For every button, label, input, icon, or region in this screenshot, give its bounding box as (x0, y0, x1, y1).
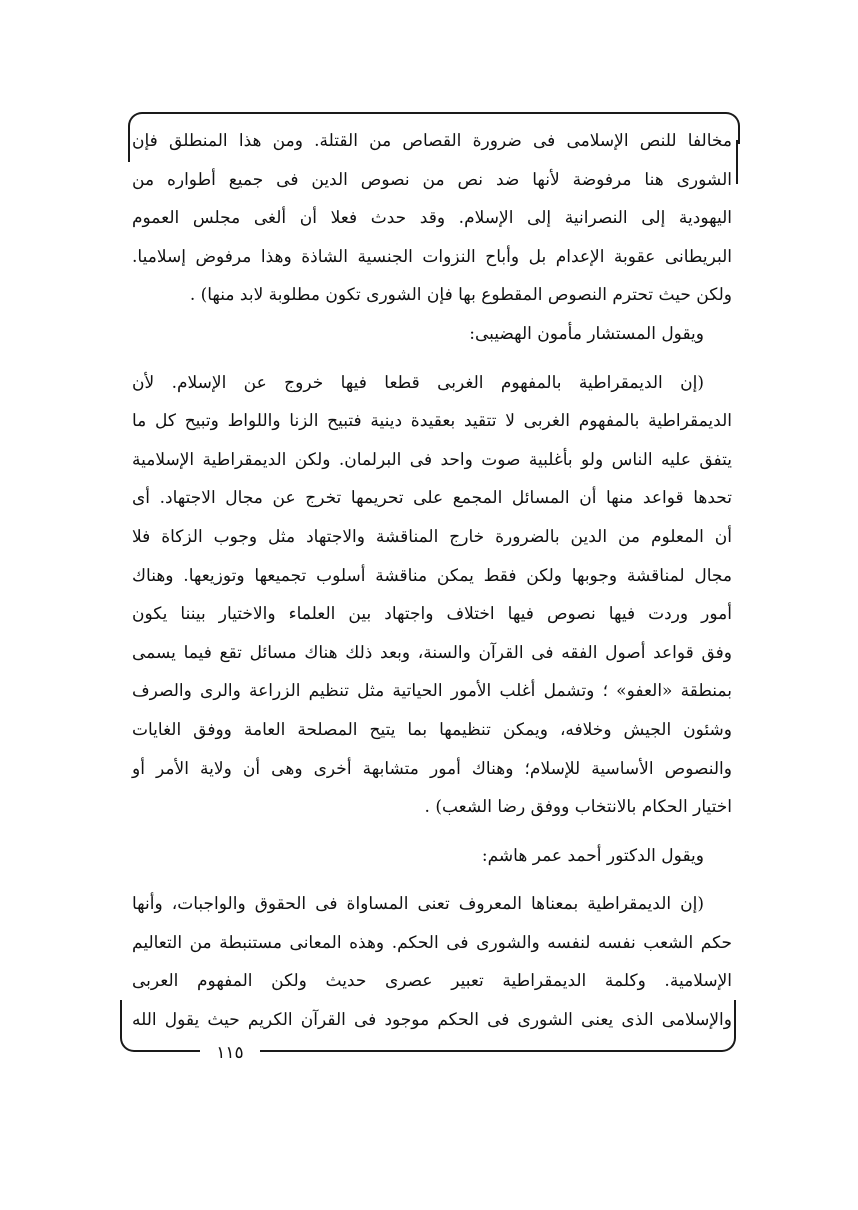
text-line: أن المعلوم من الدين بالضرورة خارج المناقشة والاجتهاد مثل وجوب الزكاة فلا (132, 526, 732, 547)
paragraph-gap (132, 875, 732, 885)
text-line: أمور وردت فيها نصوص فيها اختلاف واجتهاد بين العلماء والاختيار بيننا يكون (132, 604, 732, 625)
text-line: مخالفا للنص الإسلامى فى ضرورة القصاص من القتلة. ومن هذا المنطلق فإن (132, 131, 732, 151)
text-line: تحدها قواعد منها أن المسائل المجمع على تحريمها تخرج عن مجال الاجتهاد. أى (132, 488, 732, 509)
paragraph-4 (132, 837, 732, 876)
text-line: اختيار الحكام بالانتخاب ووفق رضا الشعب) . (424, 797, 732, 818)
text-line: الشورى هنا مرفوضة لأنها ضد نص من نصوص الدين فى جميع أطواره من (132, 169, 732, 190)
text-line: والإسلامى الذى يعنى الشورى فى الحكم موجود فى القرآن الكريم حيث يقول الله (132, 1010, 732, 1031)
paragraph-5 (132, 885, 732, 1039)
paragraph-3 (132, 364, 732, 827)
text-line: ولكن حيث تحترم النصوص المقطوع بها فإن الشورى تكون مطلوبة لابد منها) . (189, 285, 732, 306)
text-line: (إن الديمقراطية بمعناها المعروف تعنى المساواة فى الحقوق والواجبات، وأنها (132, 894, 704, 915)
paragraph-gap (132, 827, 732, 837)
text-line: الديمقراطية بالمفهوم الغربى لا تتقيد بعقيدة دينية فتبيح الزنا واللواط وتبيح كل ما (132, 411, 732, 432)
page-body-text (132, 122, 732, 1040)
page-frame-right-edge (736, 140, 738, 184)
page-number: ١١٥ (200, 1040, 260, 1066)
text-line: مجال لمناقشة وجوبها ولكن فقط يمكن مناقشة أسلوب تجميعها وتوزيعها. وهناك (132, 565, 732, 586)
paragraph-gap (132, 354, 732, 364)
page-frame-left-edge (128, 140, 130, 162)
quote-intro: ويقول الدكتور أحمد عمر هاشم: (481, 845, 704, 866)
text-line: البريطانى عقوبة الإعدام بل وأباح النزوات الجنسية الشاذة وهذا مرفوض إسلاميا. (132, 246, 732, 267)
text-line: والنصوص الأساسية للإسلام؛ وهناك أمور متشابهة أخرى وهى أن ولاية الأمر أو (132, 758, 732, 779)
paragraph-2 (132, 315, 732, 354)
text-line: يتفق عليه الناس ولو بأغلبية صوت واحد فى البرلمان. ولكن الديمقراطية الإسلامية (132, 449, 732, 470)
text-line: حكم الشعب نفسه لنفسه والشورى فى الحكم. وهذه المعانى مستنبطة من التعاليم (132, 932, 732, 953)
text-line: الإسلامية. وكلمة الديمقراطية تعبير عصرى حديث ولكن المفهوم العربى (132, 971, 732, 992)
quote-intro: ويقول المستشار مأمون الهضيبى: (469, 323, 704, 344)
text-line: وشئون الجيش وخلافه، ويمكن تنظيمها بما يتيح المصلحة العامة ووفق الغايات (132, 719, 732, 740)
text-line: (إن الديمقراطية بالمفهوم الغربى قطعا فيها خروج عن الإسلام. لأن (132, 372, 704, 393)
paragraph-1 (132, 122, 732, 315)
text-line: بمنطقة «العفو» ؛ وتشمل أغلب الأمور الحياتية مثل تنظيم الزراعة والرى والصرف (132, 681, 732, 702)
text-line: اليهودية إلى النصرانية إلى الإسلام. وقد حدث فعلا أن ألغى مجلس العموم (132, 208, 732, 229)
text-line: وفق قواعد أصول الفقه فى القرآن والسنة، وبعد ذلك هناك مسائل تقع فيما يسمى (132, 642, 732, 663)
